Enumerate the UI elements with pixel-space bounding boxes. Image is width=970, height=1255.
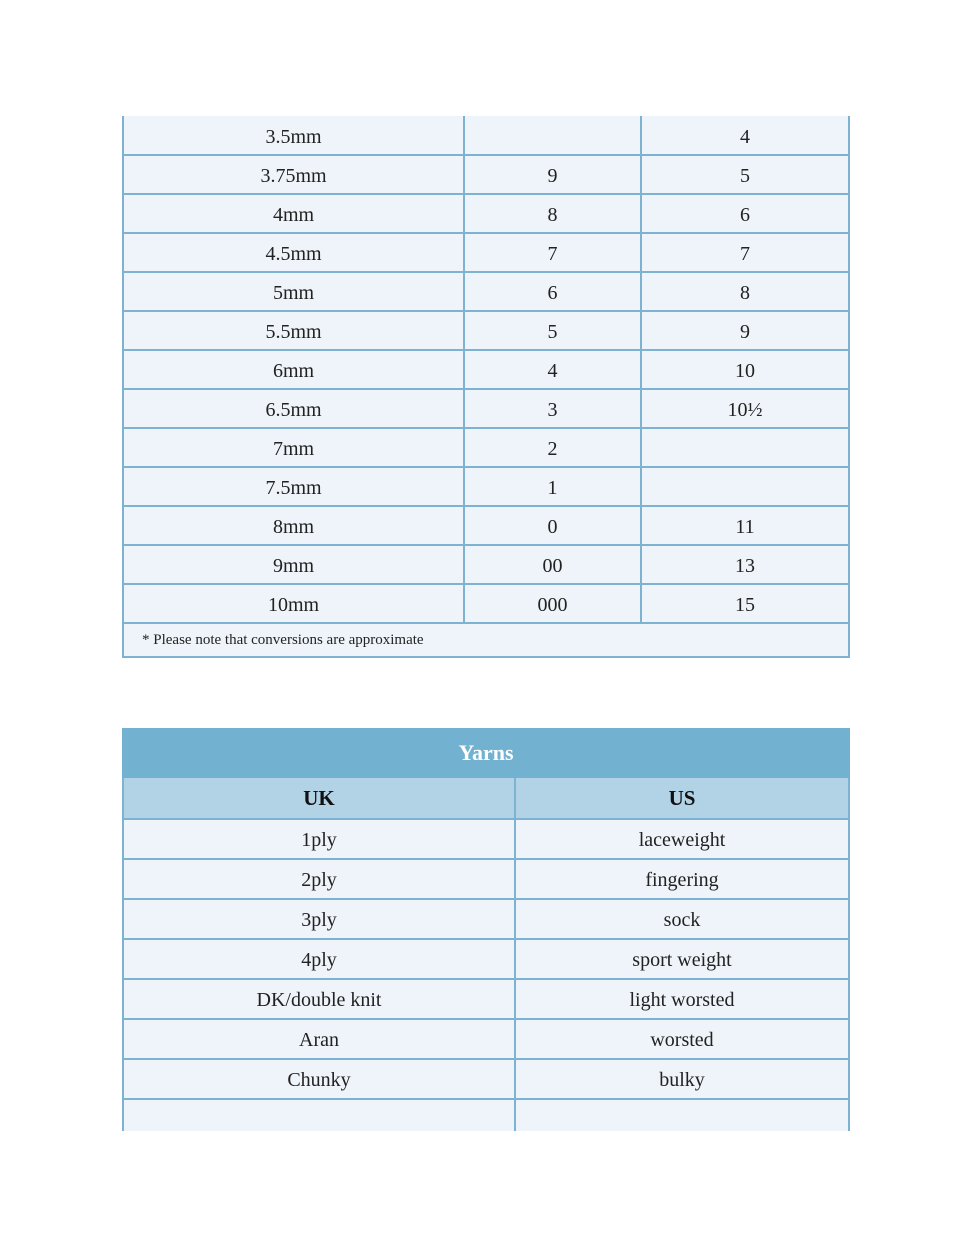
table-cell: 8 <box>464 194 641 233</box>
table-cell: 3 <box>464 389 641 428</box>
table-cell: Chunky <box>123 1059 515 1099</box>
conversion-note: * Please note that conversions are approximate <box>123 623 849 657</box>
empty-table-row <box>123 1099 849 1131</box>
table-cell: 4 <box>641 116 849 155</box>
table-row <box>123 506 849 545</box>
table-cell: 5.5mm <box>123 311 464 350</box>
table-cell: Aran <box>123 1019 515 1059</box>
table-row <box>123 272 849 311</box>
table-cell: 3ply <box>123 899 515 939</box>
table-row <box>123 979 849 1019</box>
table-cell <box>464 116 641 155</box>
table-cell: 2 <box>464 428 641 467</box>
table-cell: 000 <box>464 584 641 623</box>
table-cell: 13 <box>641 545 849 584</box>
table-cell: 4 <box>464 350 641 389</box>
table-cell: 4mm <box>123 194 464 233</box>
table-row <box>123 389 849 428</box>
table-cell: laceweight <box>515 819 849 859</box>
table-cell: fingering <box>515 859 849 899</box>
table-row <box>123 859 849 899</box>
table-cell: 0 <box>464 506 641 545</box>
table-cell: 6 <box>641 194 849 233</box>
table-cell: 10mm <box>123 584 464 623</box>
table-cell: 1 <box>464 467 641 506</box>
table-row <box>123 155 849 194</box>
table-cell: 8 <box>641 272 849 311</box>
yarns-title: Yarns <box>123 729 849 777</box>
table-cell: 8mm <box>123 506 464 545</box>
table-cell: DK/double knit <box>123 979 515 1019</box>
needle-table-body <box>123 116 849 623</box>
table-cell: 1ply <box>123 819 515 859</box>
table-cell: 3.75mm <box>123 155 464 194</box>
table-row <box>123 428 849 467</box>
column-header-uk: UK <box>123 777 515 819</box>
table-row <box>123 545 849 584</box>
table-cell: 7 <box>641 233 849 272</box>
table-cell: sport weight <box>515 939 849 979</box>
table-cell: 5 <box>464 311 641 350</box>
table-cell: 7mm <box>123 428 464 467</box>
table-cell: 6mm <box>123 350 464 389</box>
table-cell: light worsted <box>515 979 849 1019</box>
table-row <box>123 116 849 155</box>
table-cell: 6.5mm <box>123 389 464 428</box>
yarn-table-body <box>123 819 849 1131</box>
table-cell: 3.5mm <box>123 116 464 155</box>
empty-cell <box>515 1099 849 1131</box>
table-row <box>123 584 849 623</box>
table-cell: 4ply <box>123 939 515 979</box>
empty-cell <box>123 1099 515 1131</box>
table-row <box>123 1059 849 1099</box>
table-cell: worsted <box>515 1019 849 1059</box>
table-cell: 9mm <box>123 545 464 584</box>
table-cell: bulky <box>515 1059 849 1099</box>
table-cell <box>641 428 849 467</box>
table-row <box>123 939 849 979</box>
table-row <box>123 233 849 272</box>
table-row <box>123 194 849 233</box>
table-cell: 10½ <box>641 389 849 428</box>
table-row <box>123 899 849 939</box>
table-cell: 5mm <box>123 272 464 311</box>
table-row <box>123 350 849 389</box>
note-row <box>123 623 849 657</box>
needle-conversion-table <box>122 116 850 658</box>
table-cell: 7.5mm <box>123 467 464 506</box>
column-header-us: US <box>515 777 849 819</box>
table-cell: 2ply <box>123 859 515 899</box>
table-cell: 00 <box>464 545 641 584</box>
table-row <box>123 311 849 350</box>
table-cell: 4.5mm <box>123 233 464 272</box>
table-cell: 9 <box>464 155 641 194</box>
table-cell: 6 <box>464 272 641 311</box>
table-cell: 7 <box>464 233 641 272</box>
table-cell: 9 <box>641 311 849 350</box>
table-row <box>123 819 849 859</box>
yarns-header-row <box>123 777 849 819</box>
table-cell: 11 <box>641 506 849 545</box>
table-row <box>123 1019 849 1059</box>
table-row <box>123 467 849 506</box>
yarn-conversion-table <box>122 728 850 1131</box>
table-cell: 5 <box>641 155 849 194</box>
table-cell <box>641 467 849 506</box>
table-cell: 10 <box>641 350 849 389</box>
yarns-title-row <box>123 729 849 777</box>
table-cell: 15 <box>641 584 849 623</box>
table-cell: sock <box>515 899 849 939</box>
